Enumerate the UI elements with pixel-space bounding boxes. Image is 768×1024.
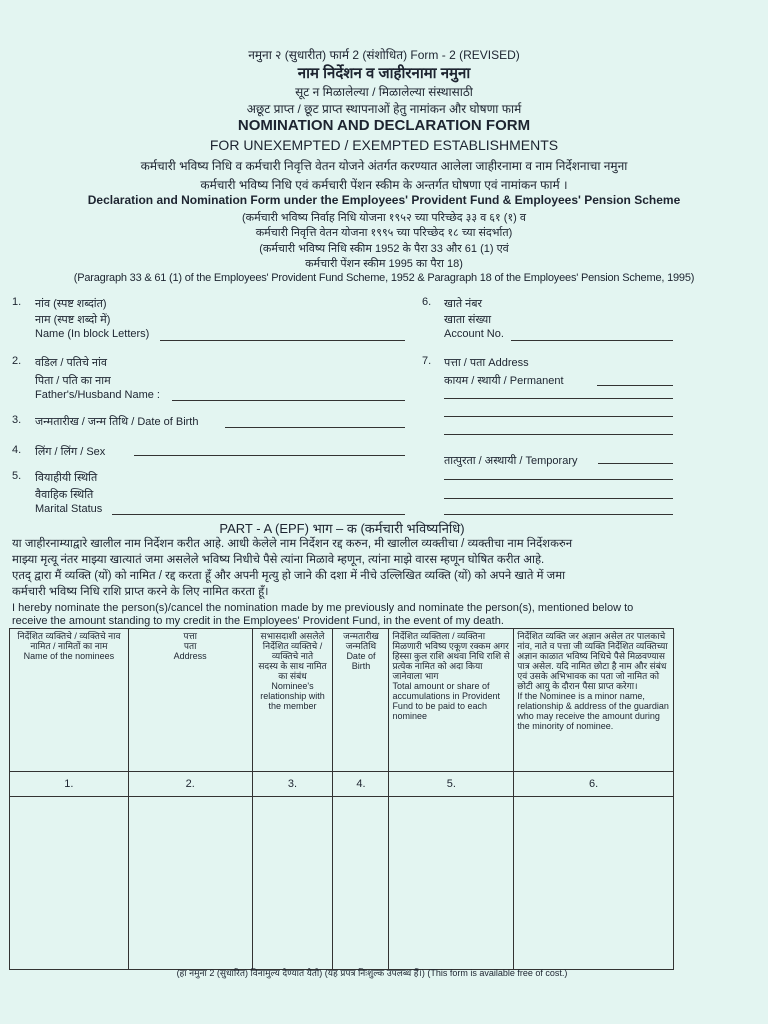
english-description: Declaration and Nomination Form under the Employees' Provident Fund & Employees' Pension Scheme	[87, 193, 681, 207]
paragraph-ref-mr-2: कर्मचारी निवृत्ति वेतन योजना १९९५ च्या परिच्छेद १८ च्या संदर्भात)	[255, 227, 513, 239]
permanent-address-line-1[interactable]	[597, 385, 673, 386]
field-number-2: 2.	[12, 355, 22, 367]
marital-label-hi: वैवाहिक स्थिति	[35, 489, 94, 501]
column-header-name-hi: नामित / नामितों का नाम	[30, 641, 108, 651]
column-header-address-en: Address	[173, 651, 207, 661]
permanent-address-label: कायम / स्थायी / Permanent	[444, 375, 564, 387]
nominee-name-cell[interactable]	[10, 797, 129, 970]
marital-input-line[interactable]	[112, 514, 405, 515]
column-header-address-hi: पता	[183, 641, 197, 651]
column-number-2: 2.	[128, 772, 252, 797]
father-label-mr: वडिल / पतिचे नांव	[35, 357, 107, 369]
nominee-guardian-cell[interactable]	[514, 797, 674, 970]
paragraph-ref-hi-2: कर्मचारी पेंशन स्कीम 1995 का पैरा 18)	[305, 258, 463, 270]
name-label-en: Name (In block Letters)	[35, 328, 150, 340]
permanent-address-line-4[interactable]	[444, 434, 673, 435]
account-label-hi: खाता संख्या	[444, 314, 492, 326]
father-label-en: Father's/Husband Name :	[35, 389, 160, 401]
sex-input-line[interactable]	[134, 455, 405, 456]
sex-label: लिंग / लिंग / Sex	[35, 446, 106, 458]
temporary-address-label: तात्पुरता / अस्थायी / Temporary	[444, 455, 578, 467]
account-label-en: Account No.	[444, 328, 504, 340]
temporary-address-line-4[interactable]	[444, 514, 673, 515]
field-number-4: 4.	[12, 444, 22, 456]
field-number-3: 3.	[12, 414, 22, 426]
name-label-mr: नांव (स्पष्ट शब्दांत)	[35, 298, 107, 310]
marital-label-mr: वियाहीयी स्थिति	[35, 472, 98, 484]
account-input-line[interactable]	[511, 340, 673, 341]
paragraph-ref-hi-1: (कर्मचारी भविष्य निधि स्कीम 1952 के पैरा 33 और 61 (1) एवं	[259, 243, 509, 255]
column-header-name-en: Name of the nominees	[23, 651, 115, 661]
part-a-marathi-1: या जाहीरनाम्याद्वारे खालील नाम निर्देशन करीत आहे. आधी केलेले नाम निर्देशन रद्द करुन, मी खालील व्यक्तीचा / व्यक्तीचा नाम निर्देशकरुन	[12, 538, 573, 550]
column-header-name	[10, 629, 129, 772]
field-number-1: 1.	[12, 296, 22, 308]
column-header-guardian-en: If the Nominee is a minor name, relationship & address of the guardian who may receive the amount during the minority of nominee.	[517, 691, 669, 731]
column-header-relationship-hi: सदस्य के साथ नामित का संबंध	[258, 661, 327, 681]
address-label: पत्ता / पता Address	[444, 357, 529, 369]
form-title: NOMINATION AND DECLARATION FORM	[237, 117, 531, 134]
permanent-address-line-2[interactable]	[444, 398, 673, 399]
nominee-relationship-cell[interactable]	[252, 797, 333, 970]
account-label-mr: खाते नंबर	[444, 298, 483, 310]
column-number-1: 1.	[10, 772, 129, 797]
column-number-5: 5.	[389, 772, 514, 797]
form-number-line: नमुना २ (सुधारीत) फार्म 2 (संशोधित) Form - 2 (REVISED)	[248, 48, 520, 62]
nominee-share-cell[interactable]	[389, 797, 514, 970]
footer-note: (हा नमुना 2 (सुधारित) विनामुल्य देण्यात येतो) (यह प्रपत्र निःशुल्क उपलब्ध हैं।) (This form is available free of cost.)	[176, 968, 568, 978]
column-header-relationship-mr: सभासदाशी असलेले निर्देशित व्यक्तिचे / व्यक्तिचे नाते	[260, 631, 325, 661]
nominee-dob-cell[interactable]	[333, 797, 389, 970]
column-header-share-mr: निर्देशित व्यक्तिला / व्यक्तिना मिळणारी भविष्य एकूण रक्कम अगर हिस्सा कुल राशि अथवा निधि राशि से प्रत्येक नामित को अदा किया जानेवाला भाग	[392, 631, 510, 681]
form-subtitle: FOR UNEXEMPTED / EXEMPTED ESTABLISHMENTS	[209, 137, 559, 153]
column-header-address-mr: पत्ता	[183, 631, 198, 641]
column-header-relationship-en: Nominee's relationship with the member	[260, 681, 325, 711]
dob-label: जन्मतारीख / जन्म तिथि / Date of Birth	[35, 416, 199, 428]
column-number-4: 4.	[333, 772, 389, 797]
column-header-share-en: Total amount or share of accumulations in Provident Fund to be paid to each nominee	[392, 681, 500, 721]
name-input-line[interactable]	[160, 340, 405, 341]
part-a-marathi-2: माझ्या मृत्यू नंतर माझ्या खात्यातं जमा असलेले भविष्य निधीचे पैसे त्यांना मिळावे म्हणून, त्यांना माझे वारस म्हणून घोषित करीत आहे.	[12, 554, 545, 566]
part-a-hindi-1: एतद् द्वारा मैं व्यक्ति (यों) को नामित / रद्द करता हूँ और अपनी मृत्यु हो जाने की दशा में नीचे उल्लिखित व्यक्ति (यों) को अपने खाते में जमा	[12, 570, 566, 582]
temporary-address-line-1[interactable]	[598, 463, 673, 464]
field-number-7: 7.	[422, 355, 432, 367]
column-header-share	[389, 629, 514, 772]
part-a-english-1: I hereby nominate the person(s)/cancel the nomination made by me previously and nominate the person(s), mentioned below to	[12, 602, 634, 614]
marathi-subtitle: सूट न मिळालेल्या / मिळालेल्या संस्थासाठी	[295, 85, 473, 99]
column-header-guardian-mr: निर्देशित व्यक्ति जर अज्ञान असेल तर पालकाचे नांव, नाते व पत्ता जी व्यक्ति निर्देशित व्यक्तिच्या अज्ञान काळात भविष्य निधिचे पैसे मिळवण्यास पात्र असेल. यदि नामित छोटा है नाम और संबंध एवं उसके अभिभावक का पता जो नामित को छोटी आयु के दौरान पैसा प्राप्त करेगा।	[517, 631, 668, 691]
field-number-5: 5.	[12, 470, 22, 482]
column-header-name-mr: निर्देशित व्यक्तिचे / व्यक्तिचे नाव	[17, 631, 121, 641]
temporary-address-line-2[interactable]	[444, 479, 673, 480]
field-number-6: 6.	[422, 296, 432, 308]
table-row	[10, 797, 674, 970]
column-header-dob-mr: जन्मतारीख	[343, 631, 379, 641]
name-label-hi: नाम (स्पष्ट शब्दो में)	[35, 314, 111, 326]
column-header-guardian	[514, 629, 674, 772]
father-label-hi: पिता / पति का नाम	[35, 375, 111, 387]
column-header-dob-en: Date of Birth	[346, 651, 376, 671]
paragraph-ref-en: (Paragraph 33 & 61 (1) of the Employees' Provident Fund Scheme, 1952 & Paragraph 18 of the Employees' Pension Scheme, 1995)	[73, 272, 695, 284]
part-a-hindi-2: कर्मचारी भविष्य निधि राशि प्राप्त करने के लिए नामित करता हूँ।	[12, 586, 269, 598]
column-number-6: 6.	[514, 772, 674, 797]
father-input-line[interactable]	[172, 400, 405, 401]
paragraph-ref-mr-1: (कर्मचारी भविष्य निर्वाह निधि योजना १९५२ च्या परिच्छेद ३३ व ६१ (१) व	[241, 212, 527, 224]
table-header-row	[10, 629, 674, 772]
temporary-address-line-3[interactable]	[444, 498, 673, 499]
table-number-row	[10, 772, 674, 797]
column-header-dob-hi: जन्मतिथि	[345, 641, 377, 651]
column-number-3: 3.	[252, 772, 333, 797]
nominee-address-cell[interactable]	[128, 797, 252, 970]
marathi-description: कर्मचारी भविष्य निधि व कर्मचारी निवृत्ति वेतन योजने अंतर्गत करण्यात आलेला जाहीरनामा व नाम निर्देशनाचा नमुना	[140, 159, 628, 173]
part-a-english-2: receive the amount standing to my credit in the Employees' Provident Fund, in the event of my death.	[12, 615, 504, 627]
hindi-description: कर्मचारी भविष्य निधि एवं कर्मचारी पेंशन स्कीम के अन्तर्गत घोषणा एवं नामांकन फार्म ।	[200, 178, 568, 192]
nominee-table	[9, 628, 674, 970]
hindi-subtitle: अछूट प्राप्त / छूट प्राप्त स्थापनाओं हेतु नामांकन और घोषणा फार्म	[246, 102, 522, 116]
column-header-address	[128, 629, 252, 772]
permanent-address-line-3[interactable]	[444, 416, 673, 417]
dob-input-line[interactable]	[225, 427, 405, 428]
part-a-heading: PART - A (EPF) भाग – क (कर्मचारी भविष्यनिधि)	[219, 521, 465, 536]
marital-label-en: Marital Status	[35, 503, 103, 515]
column-header-dob	[333, 629, 389, 772]
column-header-relationship	[252, 629, 333, 772]
marathi-title: नाम निर्देशन व जाहीरनामा नमुना	[297, 65, 471, 82]
